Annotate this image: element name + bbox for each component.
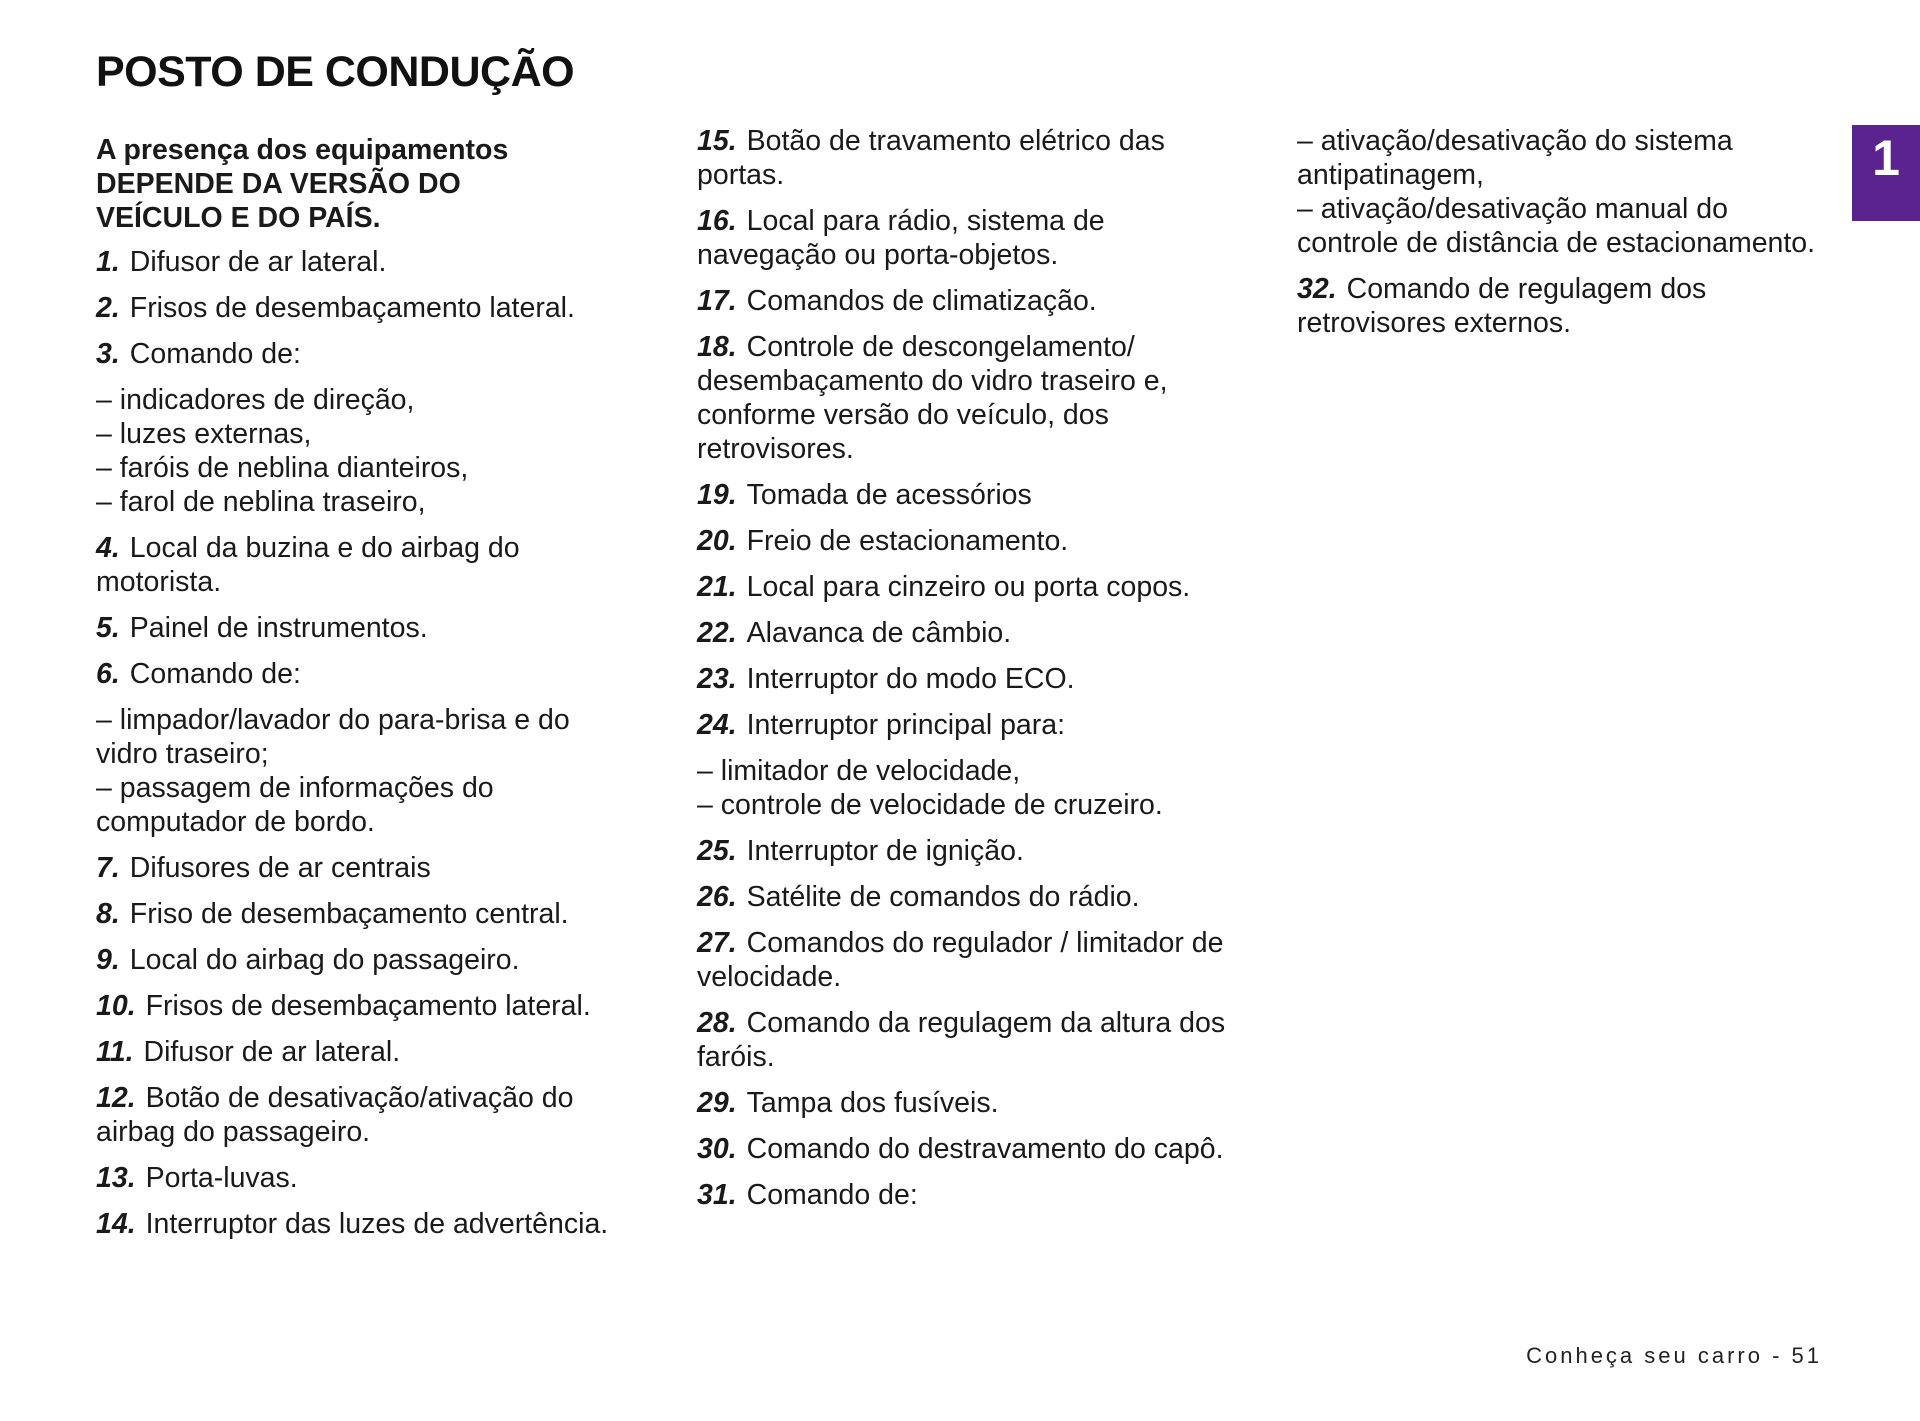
item-text: Controle de descongelamento/ desembaçamento do vidro traseiro e, conforme versão do veículo, dos retrovisores. <box>697 331 1168 465</box>
item-text: Interruptor do modo ECO. <box>746 663 1075 695</box>
list-item <box>96 851 636 885</box>
item-text: Frisos de desembaçamento lateral. <box>129 292 575 324</box>
item-number: 11. <box>96 1036 134 1068</box>
item-number: 8. <box>96 898 120 930</box>
list-item <box>1297 272 1837 340</box>
sub-list <box>1297 124 1837 260</box>
item-text: Botão de desativação/ativação do airbag do passageiro. <box>96 1082 574 1148</box>
sub-list-item: – passagem de informações do computador de bordo. <box>96 772 494 838</box>
list-item <box>96 611 636 645</box>
list-item <box>697 330 1237 466</box>
list-item <box>697 124 1237 192</box>
item-number: 2. <box>96 292 120 324</box>
item-number: 28. <box>697 1007 737 1039</box>
item-number: 30. <box>697 1133 737 1165</box>
item-number: 13. <box>96 1162 136 1194</box>
item-text: Comandos de climatização. <box>746 285 1097 317</box>
item-text: Alavanca de câmbio. <box>746 617 1012 649</box>
list-item <box>697 524 1237 558</box>
item-number: 26. <box>697 881 737 913</box>
sub-list-item: – ativação/desativação do sistema antipatinagem, <box>1297 125 1733 191</box>
list-item <box>697 834 1237 868</box>
item-text: Local do airbag do passageiro. <box>129 944 520 976</box>
item-number: 24. <box>697 709 737 741</box>
list-item <box>96 1081 636 1149</box>
list-item <box>96 657 636 691</box>
item-number: 12. <box>96 1082 136 1114</box>
item-text: Tomada de acessórios <box>746 479 1032 511</box>
sub-list-item: – limitador de velocidade, <box>697 755 1021 787</box>
list-item <box>96 1207 636 1241</box>
sub-list-item: – indicadores de direção, <box>96 384 415 416</box>
list-item <box>96 1035 636 1069</box>
list-item <box>96 337 636 371</box>
item-number: 27. <box>697 927 737 959</box>
intro-note <box>96 133 636 235</box>
list-item <box>697 1178 1237 1212</box>
item-number: 7. <box>96 852 120 884</box>
list-item <box>697 880 1237 914</box>
list-item <box>697 662 1237 696</box>
item-text: Local da buzina e do airbag do motorista. <box>96 532 520 598</box>
list-item <box>96 531 636 599</box>
item-text: Comando de: <box>129 658 301 690</box>
item-text: Comando da regulagem da altura dos faróis. <box>697 1007 1226 1073</box>
item-text: Difusores de ar centrais <box>129 852 431 884</box>
page-footer: Conheça seu carro - 51 <box>1526 1343 1822 1368</box>
list-item <box>96 291 636 325</box>
item-number: 18. <box>697 331 737 363</box>
list-item <box>697 570 1237 604</box>
item-text: Comando do destravamento do capô. <box>746 1133 1224 1165</box>
item-list <box>96 245 636 1241</box>
item-text: Comando de: <box>129 338 301 370</box>
list-item <box>697 926 1237 994</box>
list-item <box>697 204 1237 272</box>
item-text: Local para cinzeiro ou porta copos. <box>746 571 1191 603</box>
item-number: 25. <box>697 835 737 867</box>
item-text: Porta-luvas. <box>145 1162 298 1194</box>
item-text: Satélite de comandos do rádio. <box>746 881 1140 913</box>
item-number: 32. <box>1297 273 1337 305</box>
list-item <box>96 989 636 1023</box>
list-item <box>697 708 1237 742</box>
list-item <box>697 478 1237 512</box>
item-number: 3. <box>96 338 120 370</box>
sub-list-item: – ativação/desativação manual do controle de distância de estacionamento. <box>1297 193 1816 259</box>
intro-line: VEÍCULO E DO PAÍS. <box>96 202 381 234</box>
intro-line: A presença dos equipamentos <box>96 134 509 166</box>
sub-list-item: – farol de neblina traseiro, <box>96 486 426 518</box>
item-number: 14. <box>96 1208 136 1240</box>
item-number: 31. <box>697 1179 737 1211</box>
item-text: Friso de desembaçamento central. <box>129 898 569 930</box>
list-item <box>697 284 1237 318</box>
item-number: 20. <box>697 525 737 557</box>
item-number: 23. <box>697 663 737 695</box>
item-text: Interruptor das luzes de advertência. <box>145 1208 609 1240</box>
item-text: Frisos de desembaçamento lateral. <box>145 990 591 1022</box>
list-item <box>697 1132 1237 1166</box>
item-number: 29. <box>697 1087 737 1119</box>
column-3 <box>1297 124 1837 352</box>
item-text: Painel de instrumentos. <box>129 612 428 644</box>
list-item <box>96 245 636 279</box>
chapter-badge: 1 <box>1852 125 1920 221</box>
page-title: POSTO DE CONDUÇÃO <box>96 48 575 96</box>
item-text: Interruptor de ignição. <box>746 835 1024 867</box>
item-text: Tampa dos fusíveis. <box>746 1087 999 1119</box>
list-item <box>96 1161 636 1195</box>
column-1 <box>96 133 636 1253</box>
item-text: Comando de regulagem dos retrovisores externos. <box>1297 273 1707 339</box>
sub-list-item: – luzes externas, <box>96 418 312 450</box>
list-item <box>697 1086 1237 1120</box>
item-text: Difusor de ar lateral. <box>129 246 387 278</box>
item-number: 21. <box>697 571 737 603</box>
item-number: 4. <box>96 532 120 564</box>
sub-list-item: – faróis de neblina dianteiros, <box>96 452 469 484</box>
item-text: Freio de estacionamento. <box>746 525 1069 557</box>
item-number: 16. <box>697 205 737 237</box>
sub-list-item: – limpador/lavador do para-brisa e do vidro traseiro; <box>96 704 570 770</box>
item-text: Comando de: <box>746 1179 918 1211</box>
item-number: 17. <box>697 285 737 317</box>
item-text: Interruptor principal para: <box>746 709 1066 741</box>
item-number: 1. <box>96 246 120 278</box>
list-item <box>697 1006 1237 1074</box>
sub-list <box>96 383 636 519</box>
intro-line: DEPENDE DA VERSÃO DO <box>96 168 461 200</box>
sub-list <box>96 703 636 839</box>
list-item <box>697 616 1237 650</box>
item-number: 15. <box>697 125 737 157</box>
list-item <box>96 897 636 931</box>
item-text: Botão de travamento elétrico das portas. <box>697 125 1165 191</box>
item-number: 6. <box>96 658 120 690</box>
item-text: Comandos do regulador / limitador de velocidade. <box>697 927 1224 993</box>
item-number: 9. <box>96 944 120 976</box>
list-item <box>96 943 636 977</box>
item-number: 22. <box>697 617 737 649</box>
sub-list <box>697 754 1237 822</box>
item-number: 5. <box>96 612 120 644</box>
item-list <box>1297 124 1837 340</box>
item-number: 10. <box>96 990 136 1022</box>
item-list <box>697 124 1237 1212</box>
item-text: Difusor de ar lateral. <box>143 1036 401 1068</box>
column-2 <box>697 124 1237 1224</box>
item-text: Local para rádio, sistema de navegação ou porta-objetos. <box>697 205 1105 271</box>
item-number: 19. <box>697 479 737 511</box>
sub-list-item: – controle de velocidade de cruzeiro. <box>697 789 1163 821</box>
